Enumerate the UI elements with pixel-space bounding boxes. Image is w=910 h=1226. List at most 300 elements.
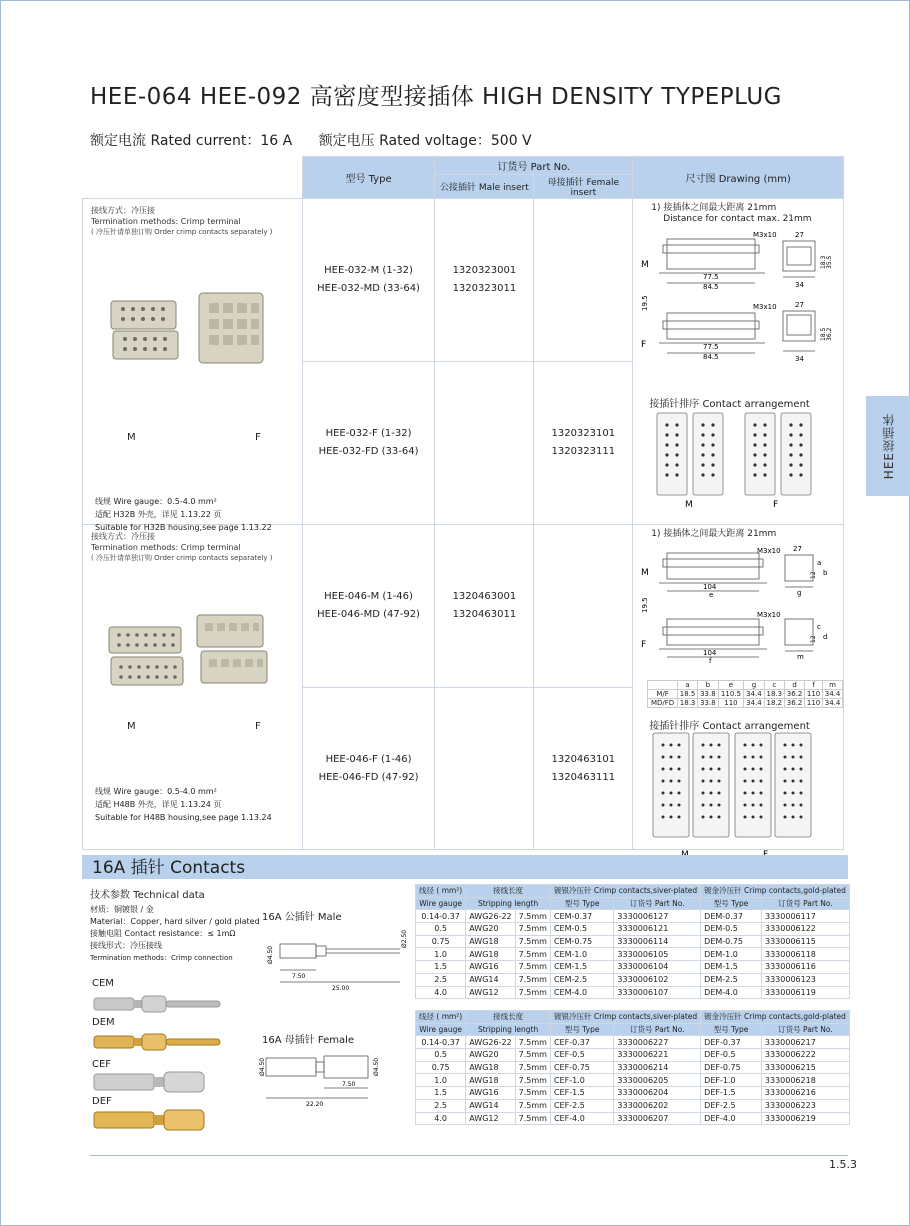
block2-dim-104-b: 104: [703, 649, 717, 657]
dim-cell: 34.4: [822, 699, 842, 708]
block2-female-empty: [435, 688, 534, 850]
dim-col-g: g: [744, 681, 764, 690]
table-cell: AWG18: [466, 935, 515, 948]
table-cell: DEF-4.0: [701, 1112, 762, 1125]
block1-screw-2: M3x10: [753, 303, 777, 311]
table-cell: 2.5: [416, 973, 466, 986]
product-table: [82, 156, 844, 850]
table-row: [416, 1061, 850, 1074]
table-cell: CEF-2.5: [550, 1099, 613, 1112]
table-cell: 3330006202: [614, 1099, 701, 1112]
table-cell: 3330006214: [614, 1061, 701, 1074]
table-cell: 1.0: [416, 948, 466, 961]
block1-arr-m: M: [685, 500, 694, 510]
table-cell: CEM-0.5: [550, 923, 613, 936]
table-cell: AWG14: [466, 1099, 515, 1112]
block1-dim-27-b: 27: [795, 301, 805, 309]
table-cell: 4.0: [416, 986, 466, 999]
block2-arrangement: 接插针排序 Contact arrangement: [649, 721, 810, 732]
block2-dim-12-b: 12: [810, 635, 818, 643]
male-dim-4: 25.00: [332, 985, 350, 992]
female-insert-header: 母接插针 Female insert: [534, 175, 633, 199]
table-cell: 0.75: [416, 1061, 466, 1074]
table-cell: 3330006219: [761, 1112, 849, 1125]
table-cell: CEM-0.37: [550, 910, 613, 923]
dim-cell: 110: [805, 699, 823, 708]
block2-female-types: [302, 688, 435, 850]
block2-dimension-drawing: [637, 543, 837, 679]
dim-cell: 110.5: [718, 690, 744, 699]
dim-cell: 34.4: [822, 690, 842, 699]
male-pin-drawing: [260, 926, 412, 994]
table-cell: CEF-0.5: [550, 1049, 613, 1062]
block1-dim-355: 35.5: [826, 255, 834, 269]
table-cell: CEF-0.37: [550, 1036, 613, 1049]
table-cell: 3330006119: [762, 986, 850, 999]
male-gauge-en: Wire gauge: [416, 897, 466, 910]
block2-male-part-1: 1320463001: [452, 591, 517, 602]
cef-pin-image: [92, 1068, 228, 1094]
block2-info: [83, 525, 303, 850]
dim-col-c: c: [764, 681, 784, 690]
table-cell: DEM-0.5: [701, 923, 762, 936]
contacts-section-title: 16A 插针 Contacts: [82, 855, 848, 879]
pin-label-dem: DEM: [92, 1017, 115, 1028]
block1-dimension-drawing: [637, 227, 835, 377]
table-cell: AWG18: [466, 1061, 515, 1074]
table-cell: CEM-2.5: [550, 973, 613, 986]
block2-dim-g: g: [797, 589, 802, 597]
table-cell: DEM-1.5: [701, 961, 762, 974]
male-gold-type: 型号 Type: [701, 897, 762, 910]
table-cell: CEM-1.0: [550, 948, 613, 961]
block2-dim-104-a: 104: [703, 583, 717, 591]
block1-connector-photo: [101, 279, 281, 379]
table-cell: AWG12: [466, 986, 515, 999]
block1-dim-185: 18.5: [820, 327, 828, 341]
dim-cell: 18.5: [677, 690, 697, 699]
female-silver-type: 型号 Type: [550, 1023, 613, 1036]
table-row: [416, 1112, 850, 1125]
table-cell: AWG26-22: [466, 910, 515, 923]
block2-male-type-1: HEE-046-M (1-46): [324, 591, 413, 602]
table-cell: 3330006207: [614, 1112, 701, 1125]
table-cell: 3330006105: [614, 948, 701, 961]
block1-note-cn: 1) 接插体之间最大距离 21mm: [651, 203, 777, 213]
table-cell: 1.0: [416, 1074, 466, 1087]
block2-draw-f: F: [641, 640, 647, 650]
dim-cell: 110: [805, 690, 823, 699]
male-insert-header: 公接插针 Male insert: [435, 175, 534, 199]
dim-cell: MD/FD: [648, 699, 678, 708]
table-cell: DEM-4.0: [701, 986, 762, 999]
table-cell: CEF-4.0: [550, 1112, 613, 1125]
dem-pin-image: [92, 1028, 228, 1052]
table-cell: AWG12: [466, 1112, 515, 1125]
block1-dim-27-a: 27: [795, 231, 805, 239]
female-silver-header: 镀银冷压针 Crimp contacts,siver-plated: [550, 1011, 700, 1024]
table-cell: DEF-1.5: [701, 1087, 762, 1100]
dim-cell: 33.8: [698, 699, 718, 708]
block2-female-type-2: HEE-046-FD (47-92): [318, 771, 419, 783]
female-gauge-cn: 线径 ( mm²): [416, 1011, 466, 1024]
table-cell: 7.5mm: [515, 948, 550, 961]
block2-female-parts: [534, 688, 633, 850]
table-cell: DEF-2.5: [701, 1099, 762, 1112]
block2-male-empty: [534, 525, 633, 688]
table-cell: 3330006221: [614, 1049, 701, 1062]
block1-female-types: [302, 362, 435, 525]
table-cell: 1.5: [416, 1087, 466, 1100]
table-cell: DEM-1.0: [701, 948, 762, 961]
block2-screw-2: M3x10: [757, 611, 781, 619]
table-cell: DEF-0.5: [701, 1049, 762, 1062]
block1-draw-m: M: [641, 260, 650, 270]
page-title: HEE-064 HEE-092 高密度型接插体 HIGH DENSITY TYPEPLUG: [90, 84, 782, 110]
female-silver-part: 订货号 Part No.: [614, 1023, 701, 1036]
def-pin-image: [92, 1106, 228, 1132]
pin-label-cef: CEF: [92, 1059, 112, 1070]
table-cell: 3330006215: [761, 1061, 849, 1074]
rated-voltage: 额定电压 Rated voltage：500 V: [318, 133, 532, 149]
page-number: 1.5.3: [829, 1158, 857, 1171]
block2-dim-12-a: 12: [810, 571, 818, 579]
block2-label-f: F: [255, 721, 261, 732]
dim-cell: 33.8: [698, 690, 718, 699]
block1-dim-183: 18.3: [820, 255, 828, 269]
block1-female-type-2: HEE-032-FD (33-64): [318, 446, 419, 457]
block2-term-en: Termination methods: Crimp terminal: [91, 543, 241, 552]
block2-housing-en: Suitable for H48B housing,see page 1.13.24: [95, 813, 272, 822]
table-cell: 3330006216: [761, 1087, 849, 1100]
table-cell: 3330006121: [614, 923, 701, 936]
table-cell: DEM-0.37: [701, 910, 762, 923]
dim-col-m: m: [822, 681, 842, 690]
dim-cell: 18.3: [677, 699, 697, 708]
block2-dim-f: f: [709, 657, 712, 665]
cem-pin-image: [92, 990, 228, 1014]
table-cell: 7.5mm: [515, 1112, 550, 1125]
table-cell: 3330006115: [762, 935, 850, 948]
block1-female-empty: [435, 362, 534, 525]
block1-note-en: Distance for contact max. 21mm: [663, 214, 812, 224]
table-row: [416, 1099, 850, 1112]
table-cell: 7.5mm: [515, 935, 550, 948]
table-cell: 7.5mm: [515, 973, 550, 986]
female-pin-title: 16A 母插针 Female: [262, 1035, 355, 1046]
table-cell: AWG16: [466, 961, 515, 974]
male-contacts-table: [415, 884, 850, 999]
table-row: [416, 961, 850, 974]
table-cell: DEF-1.0: [701, 1074, 762, 1087]
dim-cell: 34.4: [744, 699, 764, 708]
block1-drawing: [633, 199, 844, 525]
block1-female-part-2: 1320323111: [551, 446, 616, 457]
table-row: [416, 910, 850, 923]
table-cell: DEF-0.75: [701, 1061, 762, 1074]
table-cell: 7.5mm: [515, 961, 550, 974]
rated-values: [90, 130, 554, 150]
table-cell: 3330006102: [614, 973, 701, 986]
dim-col-blank: [648, 681, 678, 690]
table-row: [416, 935, 850, 948]
table-cell: 7.5mm: [515, 1099, 550, 1112]
female-gauge-en: Wire gauge: [416, 1023, 466, 1036]
dim-col-f: f: [805, 681, 823, 690]
block1-dim-775-a: 77.5: [703, 273, 719, 281]
block2-female-part-2: 1320463111: [551, 771, 616, 783]
block2-dim-c: c: [817, 623, 822, 631]
male-silver-part: 订货号 Part No.: [614, 897, 701, 910]
tech-data-block: [90, 904, 260, 964]
block1-male-part-1: 1320323001: [452, 265, 517, 276]
male-strip-cn: 接线长度: [466, 885, 551, 898]
block1-arrangement: 接插针排序 Contact arrangement: [649, 399, 810, 410]
block1-male-empty: [534, 199, 633, 362]
block1-dim-362: 36.2: [826, 327, 834, 341]
table-cell: 0.14-0.37: [416, 910, 466, 923]
block1-dim-34-a: 34: [795, 281, 805, 289]
table-cell: 3330006217: [761, 1036, 849, 1049]
block2-dim-table: [647, 680, 843, 708]
block1-dim-34-b: 34: [795, 355, 805, 363]
table-cell: 3330006227: [614, 1036, 701, 1049]
material-cn: 材质：铜镀银 / 金: [90, 905, 154, 914]
block1-label-m: M: [127, 432, 136, 443]
male-gold-part: 订货号 Part No.: [762, 897, 850, 910]
block1-male-parts: [435, 199, 534, 362]
female-contacts-table: [415, 1010, 850, 1125]
drawing-header: 尺寸图 Drawing (mm): [633, 157, 844, 199]
block2-dim-d: d: [823, 633, 828, 641]
block1-info: [83, 199, 303, 532]
block2-drawing: [633, 525, 844, 850]
table-cell: CEF-1.5: [550, 1087, 613, 1100]
contact-resistance: 接触电阻 Contact resistance：≤ 1mΩ: [90, 929, 236, 938]
female-dim-2: Ø4.50: [373, 1057, 380, 1076]
block1-female-part-1: 1320323101: [551, 428, 616, 439]
block2-dim-e: e: [709, 591, 714, 599]
block1-draw-f: F: [641, 340, 647, 350]
table-cell: 0.75: [416, 935, 466, 948]
block1-housing-en: Suitable for H32B housing,see page 1.13.22: [95, 523, 272, 532]
table-cell: 0.5: [416, 923, 466, 936]
block2-arrangement-diagram: [649, 731, 845, 861]
table-cell: DEM-0.75: [701, 935, 762, 948]
table-cell: AWG26-22: [466, 1036, 515, 1049]
table-cell: 0.14-0.37: [416, 1036, 466, 1049]
table-cell: CEF-0.75: [550, 1061, 613, 1074]
table-cell: 3330006117: [762, 910, 850, 923]
dim-col-b: b: [698, 681, 718, 690]
female-dim-4: 22.20: [306, 1101, 324, 1108]
block2-dim-a: a: [817, 559, 822, 567]
form-en: Termination methods：Crimp connection: [90, 954, 233, 962]
table-row: [416, 1049, 850, 1062]
block1-dim-845-b: 84.5: [703, 353, 719, 361]
table-cell: 3330006116: [762, 961, 850, 974]
pin-label-cem: CEM: [92, 978, 114, 989]
table-cell: AWG14: [466, 973, 515, 986]
male-dim-2: Ø4.50: [267, 945, 274, 964]
block1-term-cn: 接线方式：冷压接: [91, 206, 155, 215]
dim-cell: 18.2: [764, 699, 784, 708]
block2-male-parts: [435, 525, 534, 688]
block1-female-parts: [534, 362, 633, 525]
side-tab[interactable]: [866, 396, 910, 496]
table-cell: 3330006114: [614, 935, 701, 948]
block2-connector-photo: [101, 605, 281, 705]
type-header: 型号 Type: [302, 157, 435, 199]
block1-dim-845-a: 84.5: [703, 283, 719, 291]
block1-housing-cn: 适配 H32B 外壳，详见 1.13.22 页: [95, 510, 222, 519]
male-pin-title: 16A 公插针 Male: [262, 912, 342, 923]
male-gold-header: 镀金冷压针 Crimp contacts,gold-plated: [701, 885, 850, 898]
male-strip-en: Stripping length: [466, 897, 551, 910]
block2-female-part-1: 1320463101: [551, 753, 616, 765]
dim-col-d: d: [784, 681, 804, 690]
dim-cell: 18.3: [764, 690, 784, 699]
table-cell: 7.5mm: [515, 923, 550, 936]
dim-col-e: e: [718, 681, 744, 690]
table-cell: CEM-0.75: [550, 935, 613, 948]
table-cell: AWG20: [466, 923, 515, 936]
table-row: [416, 948, 850, 961]
block2-label-m: M: [127, 721, 136, 732]
table-cell: 3330006107: [614, 986, 701, 999]
table-cell: 4.0: [416, 1112, 466, 1125]
table-cell: DEF-0.37: [701, 1036, 762, 1049]
dim-cell: M/F: [648, 690, 678, 699]
dim-cell: 110: [718, 699, 744, 708]
table-cell: 3330006127: [614, 910, 701, 923]
dim-col-a: a: [677, 681, 697, 690]
table-cell: 3330006218: [761, 1074, 849, 1087]
table-cell: AWG16: [466, 1087, 515, 1100]
table-cell: 7.5mm: [515, 1049, 550, 1062]
male-dim-3: 7.50: [292, 973, 306, 980]
footer-line: [90, 1155, 848, 1156]
pin-label-def: DEF: [92, 1096, 112, 1107]
table-cell: 7.5mm: [515, 1087, 550, 1100]
table-row: [416, 923, 850, 936]
female-gold-part: 订货号 Part No.: [761, 1023, 849, 1036]
female-strip-cn: 接线长度: [466, 1011, 551, 1024]
table-row: [416, 1087, 850, 1100]
table-cell: 3330006104: [614, 961, 701, 974]
table-cell: 3330006118: [762, 948, 850, 961]
female-dim-1: Ø4.50: [259, 1057, 266, 1076]
block2-male-part-2: 1320463011: [452, 609, 517, 620]
table-row: [416, 973, 850, 986]
block1-arrangement-diagram: [649, 411, 845, 510]
table-cell: 3330006204: [614, 1087, 701, 1100]
side-tab-label: HEE接插体: [881, 412, 896, 480]
block2-housing-cn: 适配 H48B 外壳，详见 1.13.24 页: [95, 800, 222, 809]
male-silver-type: 型号 Type: [550, 897, 613, 910]
table-cell: 7.5mm: [515, 1061, 550, 1074]
table-cell: 3330006222: [761, 1049, 849, 1062]
table-row: [416, 1036, 850, 1049]
dim-cell: 36.2: [784, 699, 804, 708]
male-silver-header: 镀银冷压针 Crimp contacts,siver-plated: [550, 885, 700, 898]
female-gold-header: 镀金冷压针 Crimp contacts,gold-plated: [701, 1011, 850, 1024]
block2-male-types: [302, 525, 435, 688]
table-cell: 0.5: [416, 1049, 466, 1062]
block2-female-type-1: HEE-046-F (1-46): [325, 753, 412, 765]
block2-dim-m: m: [797, 653, 805, 661]
block2-term-note: ( 冷压针请单独订购 Order crimp contacts separately ): [91, 554, 273, 562]
table-cell: 2.5: [416, 1099, 466, 1112]
block2-dim-27: 27: [793, 545, 803, 553]
part-no-header: 订货号 Part No.: [435, 157, 633, 175]
block1-gauge: 线规 Wire gauge：0.5-4.0 mm²: [95, 497, 217, 506]
table-cell: 3330006223: [761, 1099, 849, 1112]
male-dim-1: Ø2.50: [401, 929, 408, 948]
block1-dim-775-b: 77.5: [703, 343, 719, 351]
female-strip-en: Stripping length: [466, 1023, 551, 1036]
table-cell: AWG20: [466, 1049, 515, 1062]
table-row: [416, 986, 850, 999]
block1-label-f: F: [255, 432, 261, 443]
female-pin-drawing: [260, 1050, 412, 1106]
rated-current: 额定电流 Rated current：16 A: [90, 133, 293, 149]
table-cell: CEM-4.0: [550, 986, 613, 999]
table-cell: AWG18: [466, 1074, 515, 1087]
table-cell: 7.5mm: [515, 910, 550, 923]
table-cell: 1.5: [416, 961, 466, 974]
tech-data-title: 技术参数 Technical data: [90, 890, 205, 901]
table-cell: CEM-1.5: [550, 961, 613, 974]
material-en: Material：Copper, hard silver / gold plated: [90, 917, 260, 926]
block1-dim-195: 19.5: [641, 295, 650, 311]
table-cell: 3330006122: [762, 923, 850, 936]
block1-arr-f: F: [773, 500, 779, 510]
block2-dim-195: 19.5: [641, 597, 650, 613]
table-cell: 3330006123: [762, 973, 850, 986]
female-gold-type: 型号 Type: [701, 1023, 762, 1036]
male-gauge-cn: 线径 ( mm²): [416, 885, 466, 898]
table-cell: 7.5mm: [515, 1074, 550, 1087]
form-cn: 接线形式：冷压接线: [90, 941, 162, 950]
block2-term-cn: 接线方式：冷压接: [91, 532, 155, 541]
block2-male-type-2: HEE-046-MD (47-92): [317, 609, 420, 620]
table-row: [416, 1074, 850, 1087]
block1-male-type-2: HEE-032-MD (33-64): [317, 283, 420, 294]
block2-screw-1: M3x10: [757, 547, 781, 555]
block1-male-part-2: 1320323011: [452, 283, 517, 294]
female-dim-3: 7.50: [342, 1081, 356, 1088]
table-cell: 7.5mm: [515, 986, 550, 999]
block1-male-type-1: HEE-032-M (1-32): [324, 265, 413, 276]
table-cell: CEF-1.0: [550, 1074, 613, 1087]
table-cell: AWG18: [466, 948, 515, 961]
table-cell: 3330006205: [614, 1074, 701, 1087]
block1-male-types: [302, 199, 435, 362]
dim-cell: 36.2: [784, 690, 804, 699]
block2-dim-b: b: [823, 569, 828, 577]
table-cell: 7.5mm: [515, 1036, 550, 1049]
block1-female-type-1: HEE-032-F (1-32): [325, 428, 412, 439]
block2-draw-m: M: [641, 568, 650, 578]
table-cell: DEM-2.5: [701, 973, 762, 986]
block2-note-cn: 1) 接插体之间最大距离 21mm: [651, 529, 777, 539]
block1-term-note: ( 冷压针请单独订购 Order crimp contacts separately ): [91, 228, 273, 236]
block2-gauge: 线规 Wire gauge：0.5-4.0 mm²: [95, 787, 217, 796]
dim-cell: 34.4: [744, 690, 764, 699]
block1-screw-1: M3x10: [753, 231, 777, 239]
block1-term-en: Termination methods: Crimp terminal: [91, 217, 241, 226]
